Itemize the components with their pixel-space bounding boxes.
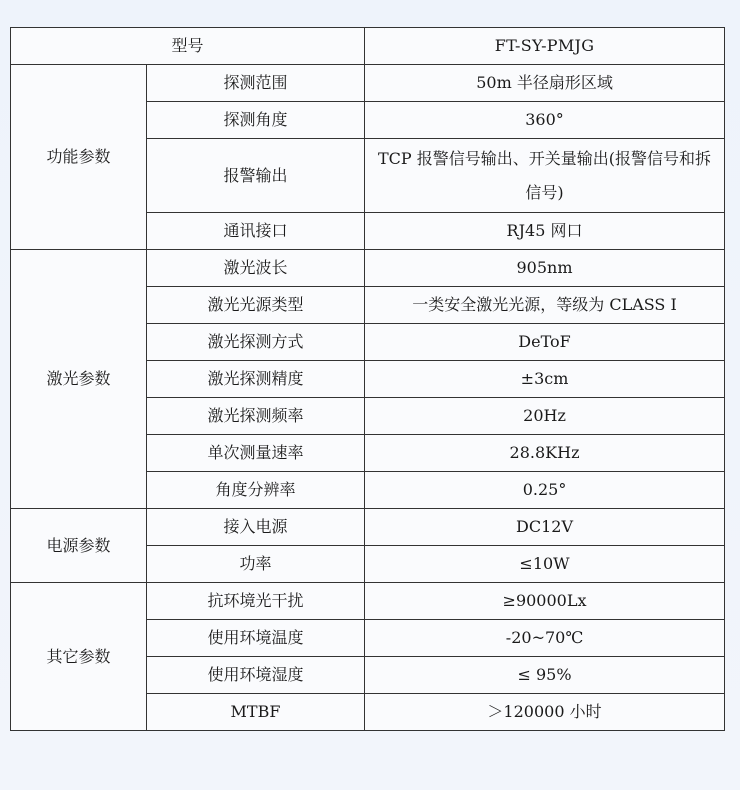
param-name: 通讯接口 xyxy=(147,213,365,250)
spec-sheet xyxy=(10,27,724,731)
model-value: FT-SY-PMJG xyxy=(365,28,725,65)
spec-table xyxy=(10,27,725,731)
param-name: 接入电源 xyxy=(147,509,365,546)
group-label-function: 功能参数 xyxy=(11,65,147,250)
group-label-power: 电源参数 xyxy=(11,509,147,583)
model-label: 型号 xyxy=(11,28,365,65)
param-name: 使用环境湿度 xyxy=(147,657,365,694)
param-name: 使用环境温度 xyxy=(147,620,365,657)
param-value: ＞120000 小时 xyxy=(365,694,725,731)
param-value: ≥90000Lx xyxy=(365,583,725,620)
table-row xyxy=(11,509,725,546)
param-name: 单次测量速率 xyxy=(147,435,365,472)
table-row xyxy=(11,583,725,620)
param-value: TCP 报警信号输出、开关量输出(报警信号和拆信号) xyxy=(365,139,725,213)
param-value: ≤10W xyxy=(365,546,725,583)
table-row-model xyxy=(11,28,725,65)
param-name: 激光探测频率 xyxy=(147,398,365,435)
param-name: 抗环境光干扰 xyxy=(147,583,365,620)
param-name: 激光探测方式 xyxy=(147,324,365,361)
group-label-laser: 激光参数 xyxy=(11,250,147,509)
param-value: 28.8KHz xyxy=(365,435,725,472)
param-name: 激光光源类型 xyxy=(147,287,365,324)
table-row xyxy=(11,65,725,102)
param-value: 一类安全激光光源，等级为 CLASS I xyxy=(365,287,725,324)
param-name: 功率 xyxy=(147,546,365,583)
param-value: 905nm xyxy=(365,250,725,287)
param-value: 20Hz xyxy=(365,398,725,435)
param-name: 角度分辨率 xyxy=(147,472,365,509)
param-value: RJ45 网口 xyxy=(365,213,725,250)
param-value: ≤ 95% xyxy=(365,657,725,694)
param-name: 激光波长 xyxy=(147,250,365,287)
param-name: MTBF xyxy=(147,694,365,731)
param-name: 报警输出 xyxy=(147,139,365,213)
param-value: 0.25° xyxy=(365,472,725,509)
param-value: -20~70℃ xyxy=(365,620,725,657)
group-label-other: 其它参数 xyxy=(11,583,147,731)
param-value: 50m 半径扇形区域 xyxy=(365,65,725,102)
param-value: ±3cm xyxy=(365,361,725,398)
param-name: 激光探测精度 xyxy=(147,361,365,398)
param-name: 探测范围 xyxy=(147,65,365,102)
table-row xyxy=(11,250,725,287)
param-value: DC12V xyxy=(365,509,725,546)
param-value: 360° xyxy=(365,102,725,139)
param-value: DeToF xyxy=(365,324,725,361)
param-name: 探测角度 xyxy=(147,102,365,139)
